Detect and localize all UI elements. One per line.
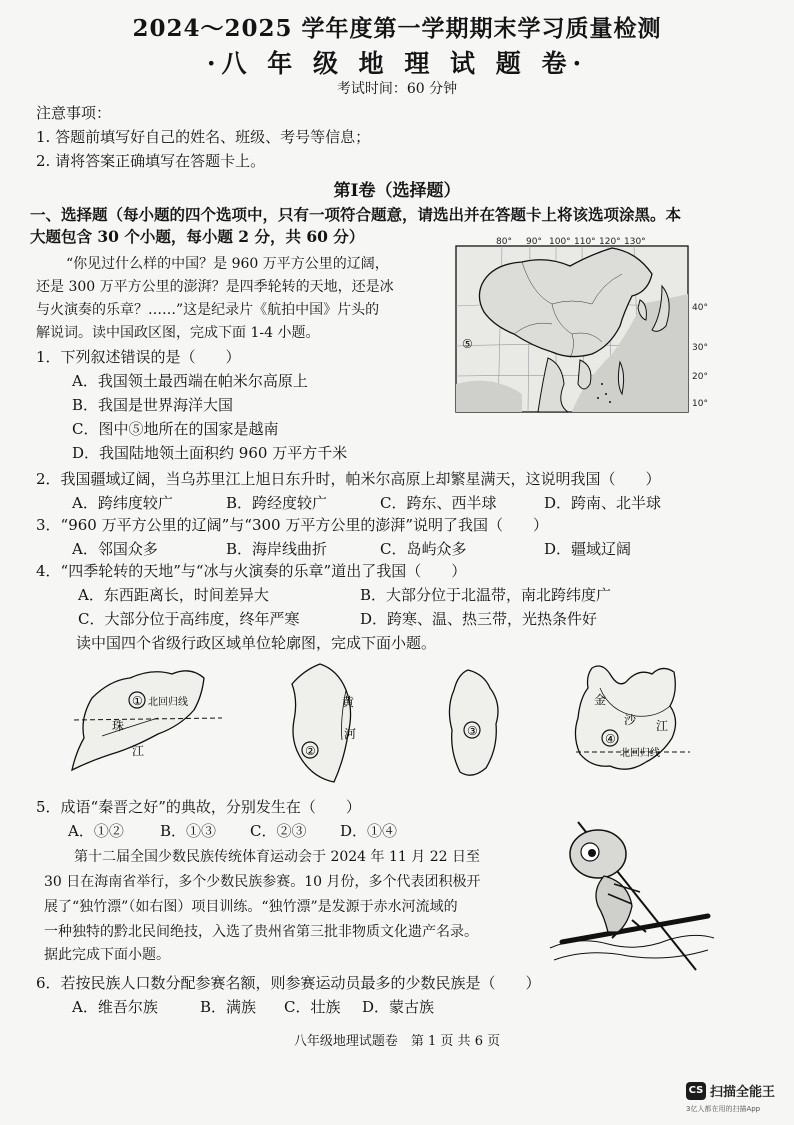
scanner-logo-icon: CS [686, 1082, 706, 1100]
question-option[interactable]: B．大部分位于北温带，南北跨纬度广 [360, 586, 612, 604]
province-1-river1: 珠 [112, 719, 125, 733]
province-3-number: ③ [467, 724, 478, 738]
passage2-line: 一种独特的黔北民间绝技，入选了贵州省第三批非物质文化遗产名录。 [44, 924, 478, 940]
province-2-river1: 黄 [342, 695, 355, 709]
province-outline-4 [566, 658, 696, 782]
question-option[interactable]: C．岛屿众多 [380, 540, 467, 558]
notes-heading: 注意事项： [36, 104, 112, 122]
passage2-line: 第十二届全国少数民族传统体育运动会于 2024 年 11 月 22 日至 [74, 849, 480, 865]
question-stem: 5．成语“秦晋之好”的典故，分别发生在（ ） [36, 798, 361, 816]
question-option[interactable]: B．我国是世界海洋大国 [72, 396, 234, 414]
province-4-river1: 金 [594, 693, 607, 707]
question-option[interactable]: A．东西距离长，时间差异大 [78, 586, 269, 604]
province-1-line-label: 北回归线 [148, 697, 188, 708]
question-option[interactable]: B．海岸线曲折 [226, 540, 328, 558]
question-stem: 2．我国疆域辽阔，当乌苏里江上旭日东升时，帕米尔高原上却繁星满天，这说明我国（ ） [36, 470, 661, 488]
question-option[interactable]: A．维吾尔族 [72, 998, 158, 1016]
question-option[interactable]: A．我国领土最西端在帕米尔高原上 [72, 372, 308, 390]
question-option[interactable]: A．跨纬度较广 [72, 494, 173, 512]
question-option[interactable]: C．②③ [250, 822, 307, 840]
question-option[interactable]: C．跨东、西半球 [380, 494, 497, 512]
scanner-watermark-name: 扫描全能王 [710, 1085, 776, 1100]
page-footer: 八年级地理试题卷 第 1 页 共 6 页 [293, 1034, 501, 1049]
lon-label: 80° [496, 237, 512, 247]
question-option[interactable]: D．我国陆地领土面积约 960 万平方千米 [72, 444, 348, 462]
question-option[interactable]: C．壮族 [284, 998, 341, 1016]
province-4-line-label: 北回归线 [620, 748, 660, 759]
map-lat-labels [692, 303, 708, 409]
lon-label: 100° [549, 237, 571, 247]
section-intro-line1: 一、选择题（每小题的四个选项中，只有一项符合题意，请选出并在答题卡上将该选项涂黑。本 [30, 205, 682, 224]
passage1-line: 与火演奏的乐章？……”这是纪录片《航拍中国》片头的 [36, 302, 380, 318]
lon-label: 110° [574, 237, 596, 247]
passage1-line: 还是 300 万平方公里的澎湃？是四季轮转的天地，还是冰 [36, 279, 394, 295]
passage1-line: 解说词。读中国政区图，完成下面 1-4 小题。 [36, 325, 320, 341]
passage2-line: 展了“独竹漂”（如右图）项目训练。“独竹漂”是发源于赤水河流域的 [44, 899, 458, 915]
lon-label: 120° [599, 237, 621, 247]
exam-title: 2024～2025 学年度第一学期期末学习质量检测 [132, 15, 662, 42]
lat-label: 10° [692, 399, 708, 409]
province-1-river2: 江 [132, 744, 145, 758]
province-intro: 读中国四个省级行政区域单位轮廓图，完成下面小题。 [76, 634, 437, 652]
scanner-watermark-tagline: 3亿人都在用的扫描App [686, 1105, 761, 1113]
province-outline-1 [62, 660, 227, 778]
province-outline-3 [438, 664, 510, 782]
question-option[interactable]: D．跨寒、温、热三带，光热条件好 [360, 610, 598, 628]
question-option[interactable]: D．跨南、北半球 [544, 494, 662, 512]
question-option[interactable]: B．①③ [160, 822, 217, 840]
lat-label: 20° [692, 372, 708, 382]
section-intro-line2: 大题包含 30 个小题，每小题 2 分，共 60 分） [30, 227, 365, 246]
section-title: 第Ⅰ卷（选择题） [333, 181, 461, 201]
province-2-number: ② [305, 744, 316, 758]
bamboo-rafting-illustration [548, 820, 716, 972]
question-option[interactable]: D．蒙古族 [362, 998, 435, 1016]
question-option[interactable]: C．大部分位于高纬度，终年严寒 [78, 610, 300, 628]
lon-label: 90° [526, 237, 542, 247]
notes-item: 2. 请将答案正确填写在答题卡上。 [36, 152, 266, 170]
question-stem: 4．“四季轮转的天地”与“冰与火演奏的乐章”道出了我国（ ） [36, 562, 467, 580]
passage2-line: 据此完成下面小题。 [44, 947, 170, 963]
china-political-map [452, 234, 714, 416]
province-outline-2 [284, 660, 374, 788]
province-4-number: ④ [605, 732, 616, 746]
question-option[interactable]: A．①② [68, 822, 124, 840]
map-marker-5: ⑤ [462, 337, 473, 351]
question-option[interactable]: C．图中⑤地所在的国家是越南 [72, 420, 279, 438]
exam-time: 考试时间：60 分钟 [336, 81, 458, 97]
question-option[interactable]: A．邻国众多 [72, 540, 158, 558]
question-stem: 3．“960 万平方公里的辽阔”与“300 万平方公里的澎湃”说明了我国（ ） [36, 516, 549, 534]
province-1-number: ① [132, 694, 143, 708]
passage1-line: “你见过什么样的中国？是 960 万平方公里的辽阔， [66, 256, 389, 272]
lon-label: 130° [624, 237, 646, 247]
question-option[interactable]: D．疆域辽阔 [544, 540, 632, 558]
question-stem: 1．下列叙述错误的是（ ） [36, 348, 241, 366]
province-4-river2: 沙 [624, 713, 637, 727]
lat-label: 30° [692, 343, 708, 353]
question-option[interactable]: B．满族 [200, 998, 257, 1016]
question-option[interactable]: B．跨经度较广 [226, 494, 328, 512]
passage2-line: 30 日在海南省举行，多个少数民族参赛。10 月份，多个代表团积极开 [44, 874, 481, 890]
lat-label: 40° [692, 303, 708, 313]
question-option[interactable]: D．①④ [340, 822, 398, 840]
province-2-river2: 河 [344, 727, 357, 741]
notes-item: 1. 答题前填写好自己的姓名、班级、考号等信息； [36, 128, 371, 146]
question-stem: 6．若按民族人口数分配参赛名额，则参赛运动员最多的少数民族是（ ） [36, 974, 541, 992]
exam-subtitle: ·八 年 级 地 理 试 题 卷· [206, 49, 588, 78]
province-4-river3: 江 [656, 719, 669, 733]
